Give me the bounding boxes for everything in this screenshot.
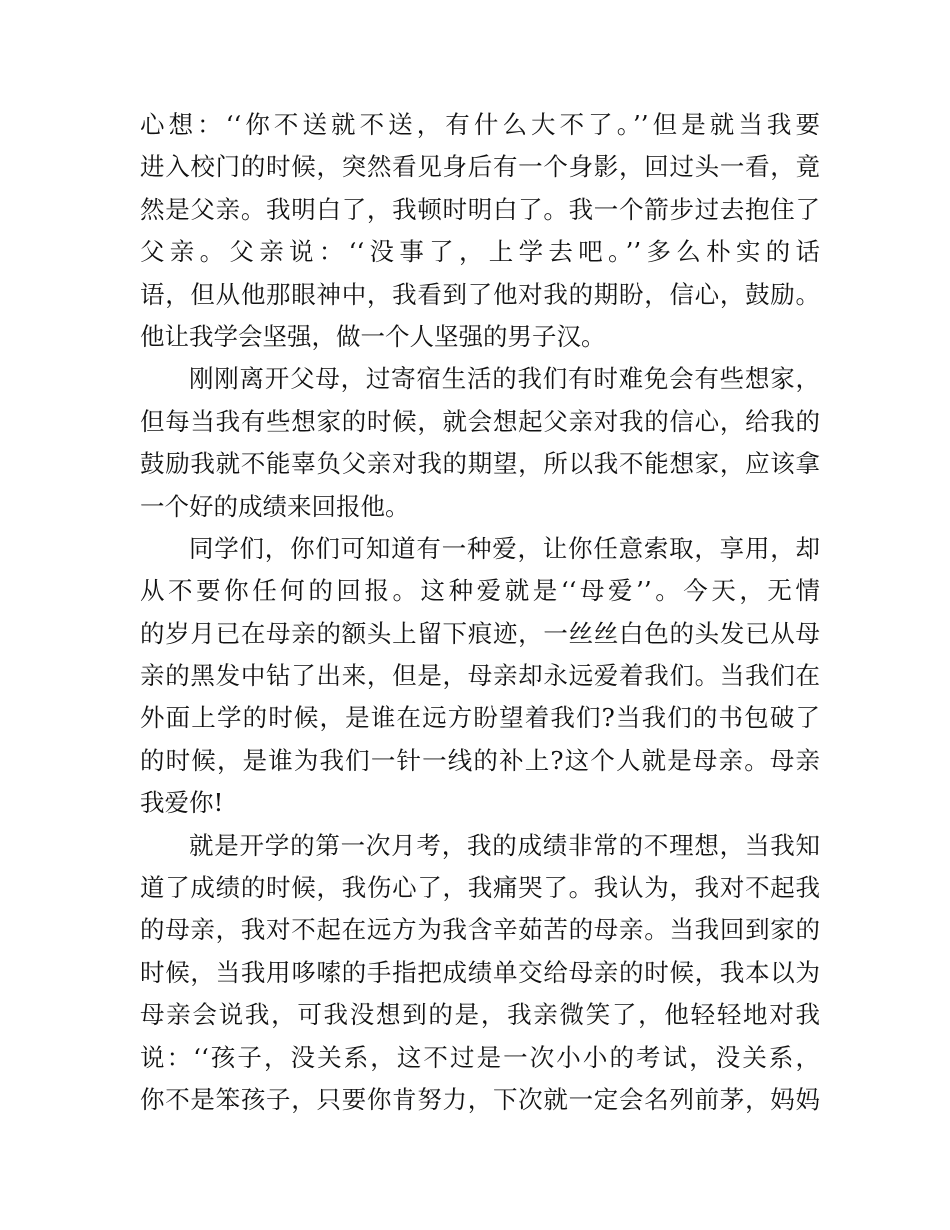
text-line: 的时候，是谁为我们一针一线的补上?这个人就是母亲。母亲 bbox=[140, 745, 820, 775]
text-line: 道了成绩的时候，我伤心了，我痛哭了。我认为，我对不起我 bbox=[140, 873, 820, 903]
text-line: 一个好的成绩来回报他。 bbox=[140, 491, 410, 521]
document-body-text bbox=[140, 104, 820, 1121]
text-line: 外面上学的时候，是谁在远方盼望着我们?当我们的书包破了 bbox=[140, 703, 820, 733]
text-line: 的母亲，我对不起在远方为我含辛茹苦的母亲。当我回到家的 bbox=[140, 915, 820, 945]
text-line: 刚刚离开父母，过寄宿生活的我们有时难免会有些想家， bbox=[189, 364, 820, 394]
text-line: 的岁月已在母亲的额头上留下痕迹，一丝丝白色的头发已从母 bbox=[140, 618, 820, 648]
text-line: 我爱你! bbox=[140, 788, 224, 818]
text-line: 然是父亲。我明白了，我顿时明白了。我一个箭步过去抱住了 bbox=[140, 194, 820, 224]
text-line: 心想：‘‘你不送就不送，有什么大不了。’’但是就当我要 bbox=[140, 110, 820, 139]
text-line: 从不要你任何的回报。这种爱就是‘‘母爱’’。今天，无情 bbox=[140, 576, 820, 606]
text-line: 母亲会说我，可我没想到的是，我亲微笑了，他轻轻地对我 bbox=[140, 1000, 820, 1030]
text-line: 同学们，你们可知道有一种爱，让你任意索取，享用，却 bbox=[189, 533, 820, 563]
text-line: 语，但从他那眼神中，我看到了他对我的期盼，信心，鼓励。 bbox=[140, 279, 820, 309]
text-line: 时候，当我用哆嗦的手指把成绩单交给母亲的时候，我本以为 bbox=[140, 957, 820, 987]
text-line: 说：‘‘孩子，没关系，这不过是一次小小的考试，没关系， bbox=[140, 1042, 820, 1072]
text-line: 进入校门的时候，突然看见身后有一个身影，回过头一看，竟 bbox=[140, 152, 820, 182]
text-line: 就是开学的第一次月考，我的成绩非常的不理想，当我知 bbox=[189, 830, 820, 860]
text-line: 亲的黑发中钻了出来，但是，母亲却永远爱着我们。当我们在 bbox=[140, 661, 820, 691]
text-line: 你不是笨孩子，只要你肯努力，下次就一定会名列前茅，妈妈 bbox=[140, 1084, 820, 1114]
text-line: 鼓励我就不能辜负父亲对我的期望，所以我不能想家，应该拿 bbox=[140, 449, 820, 479]
text-line: 父亲。父亲说：‘‘没事了，上学去吧。’’多么朴实的话 bbox=[140, 237, 820, 267]
text-line: 他让我学会坚强，做一个人坚强的男子汉。 bbox=[140, 321, 606, 351]
text-line: 但每当我有些想家的时候，就会想起父亲对我的信心，给我的 bbox=[140, 406, 820, 436]
